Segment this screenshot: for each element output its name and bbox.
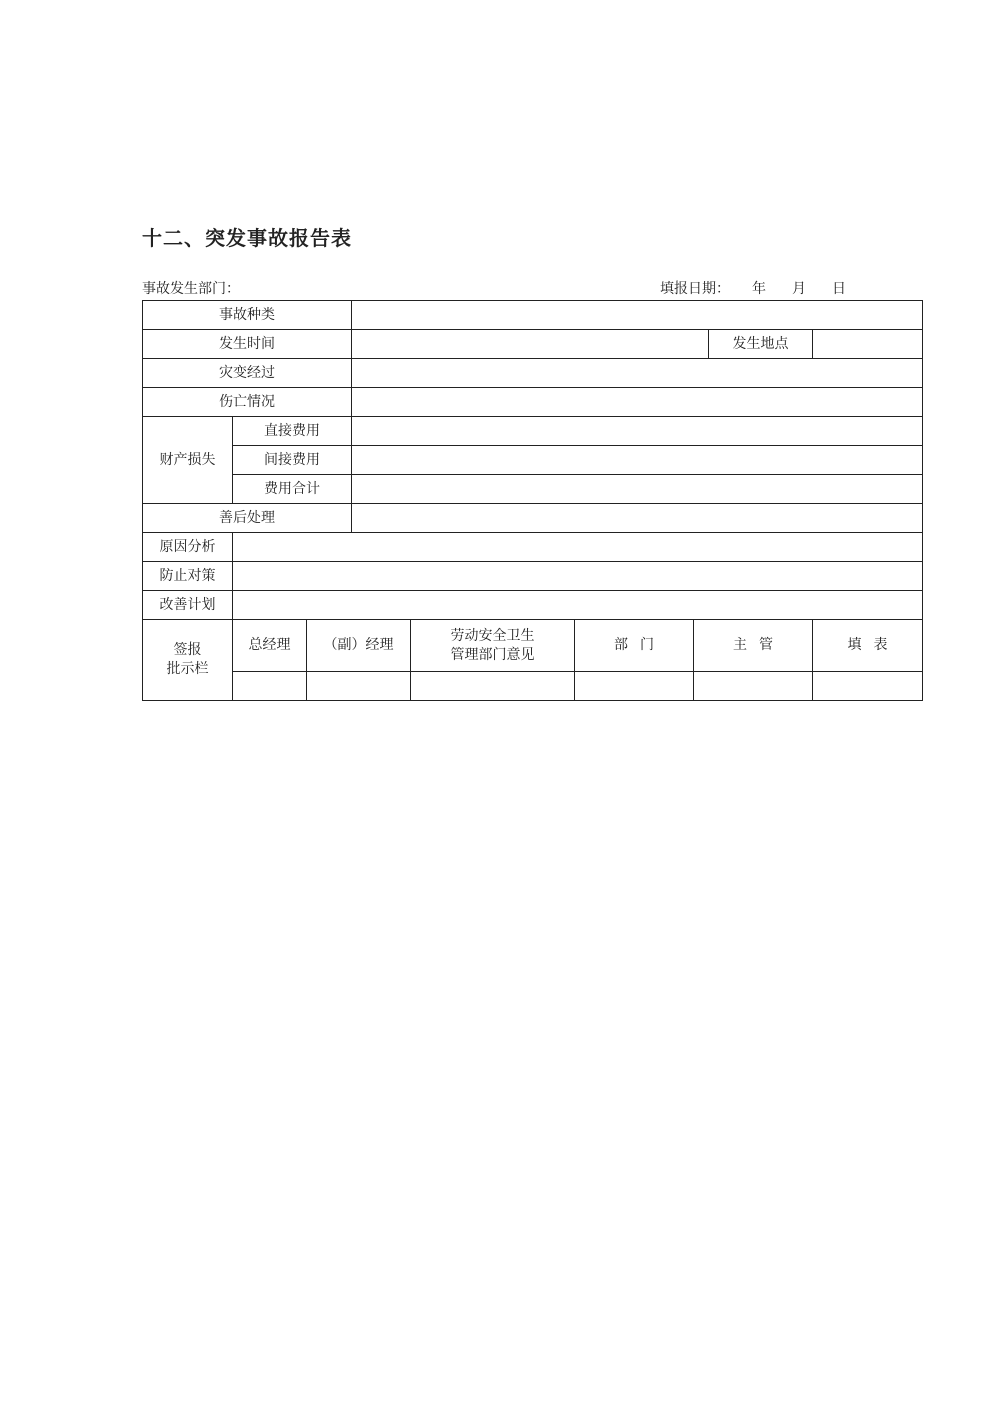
table-row [143,446,923,475]
location-label: 发生地点 [709,330,813,359]
process-label: 灾变经过 [143,359,352,388]
aftermath-field[interactable] [352,504,923,533]
aftermath-label: 善后处理 [143,504,352,533]
safety-dept-header-line1: 劳动安全卫生 [450,627,535,644]
indirect-cost-label: 间接费用 [233,446,352,475]
table-row [143,388,923,417]
signoff-label-line1: 签报 [173,642,202,659]
supervisor-signature-field[interactable] [694,672,813,701]
report-date [660,278,846,298]
cause-label: 原因分析 [143,533,233,562]
table-row [143,330,923,359]
accident-type-field[interactable] [352,301,923,330]
department-header-text: 部门 [614,637,666,654]
process-field[interactable] [352,359,923,388]
vice-manager-signature-field[interactable] [307,672,411,701]
cause-field[interactable] [233,533,923,562]
table-row [143,672,923,701]
casualties-label: 伤亡情况 [143,388,352,417]
vice-manager-header: （副）经理 [307,620,411,672]
total-cost-field[interactable] [352,475,923,504]
safety-dept-header [411,620,575,672]
filler-header [813,620,923,672]
total-cost-label: 费用合计 [233,475,352,504]
general-manager-header: 总经理 [233,620,307,672]
department-signature-field[interactable] [575,672,694,701]
department-header [575,620,694,672]
supervisor-header [694,620,813,672]
filler-signature-field[interactable] [813,672,923,701]
table-row [143,591,923,620]
casualties-field[interactable] [352,388,923,417]
page-title: 十二、突发事故报告表 [142,226,352,250]
direct-cost-field[interactable] [352,417,923,446]
improvement-field[interactable] [233,591,923,620]
report-date-label: 填报日期： [660,281,730,297]
signoff-label-line2: 批示栏 [166,661,209,677]
table-row [143,562,923,591]
table-row [143,301,923,330]
accident-department-label: 事故发生部门： [142,281,240,297]
month-label: 月 [792,281,806,297]
property-loss-label: 财产损失 [143,417,233,504]
accident-type-label: 事故种类 [143,301,352,330]
occurrence-time-field[interactable] [352,330,709,359]
safety-dept-opinion-field[interactable] [411,672,575,701]
location-field[interactable] [813,330,923,359]
table-row [143,620,923,672]
general-manager-signature-field[interactable] [233,672,307,701]
direct-cost-label: 直接费用 [233,417,352,446]
signoff-label [143,620,233,701]
prevention-label: 防止对策 [143,562,233,591]
improvement-label: 改善计划 [143,591,233,620]
safety-dept-header-line2: 管理部门意见 [450,646,535,663]
table-row [143,417,923,446]
occurrence-time-label: 发生时间 [143,330,352,359]
filler-header-text: 填表 [847,637,900,654]
indirect-cost-field[interactable] [352,446,923,475]
table-row [143,475,923,504]
supervisor-header-text: 主管 [733,637,785,654]
prevention-field[interactable] [233,562,923,591]
accident-report-table [142,300,923,701]
table-row [143,359,923,388]
table-row [143,504,923,533]
year-label: 年 [752,281,766,297]
day-label: 日 [832,281,846,297]
table-row [143,533,923,562]
